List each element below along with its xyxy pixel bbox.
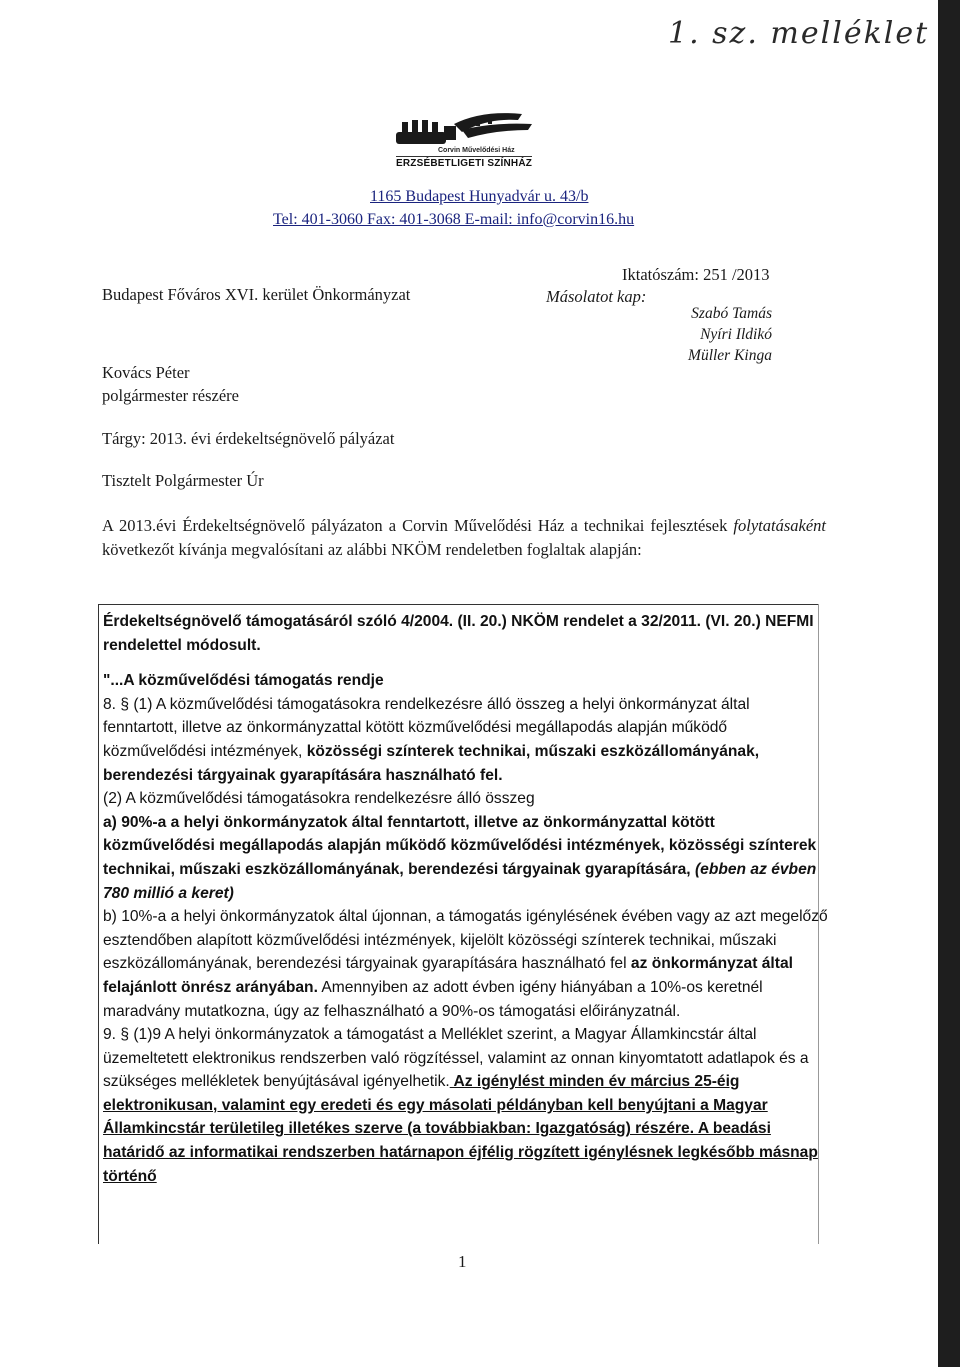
cc-name: Müller Kinga bbox=[688, 347, 772, 364]
recipient-name: Kovács Péter bbox=[102, 363, 190, 382]
handwritten-annotation: 1. sz. melléklet bbox=[668, 16, 930, 51]
paragraph-8-1: 8. § (1) A közművelődési támogatásokra rendelkezésre álló összeg a helyi önkormányzat által fenntartott, illetve az önkormányzattal kötött közművelődési megállapodás alapján működő közművelődési intézmények, közösségi színterek technikai, műszaki eszközállományának, berendezési tárgyainak gyarapítására használható fel. bbox=[103, 695, 760, 784]
paragraph-8-2b: b) 10%-a a helyi önkormányzatok által újonnan, a támogatás igénylésének évében vagy az azt megelőző esztendőben alapított közművelődési intézmények, kijelölt közösségi színterek technikai, műszaki eszközállományának, berendezési tárgyainak gyarapítására használható fel az önkormányzat által felajánlott önrész arányában. Amennyiben az adott évben igény hiányában a 10%-os keretnél maradvány mutatkozna, úgy az felhasználható a 90%-os támogatási előirányzatnál. bbox=[103, 908, 828, 1020]
cc-name: Nyíri Ildikó bbox=[700, 326, 772, 343]
address-line: 1165 Budapest Hunyadvár u. 43/b bbox=[370, 188, 589, 205]
greeting: Tisztelt Polgármester Úr bbox=[102, 471, 264, 490]
subject-line: Tárgy: 2013. évi érdekeltségnövelő pályázat bbox=[102, 429, 395, 448]
logo-line-2: ERZSÉBETLIGETI SZÍNHÁZ bbox=[396, 158, 533, 169]
page-number: 1 bbox=[458, 1252, 467, 1271]
contact-line[interactable]: Tel: 401-3060 Fax: 401-3068 E-mail: info@corvin16.hu bbox=[273, 211, 635, 228]
registration-number: Iktatószám: 251 /2013 bbox=[622, 265, 770, 284]
quote-box-border bbox=[98, 604, 99, 1244]
section-title: "...A közművelődési támogatás rendje bbox=[103, 672, 384, 690]
paragraph-9-1: 9. § (1)9 A helyi önkormányzatok a támogatást a Melléklet szerint, a Magyar Államkincstár által üzemeltetett elektronikus rendszerben való rögzítéssel, valamint az onnan kinyomtatott adatlapok és a szükséges mellékletek benyújtásával igényelhetik. Az igénylést minden év március 25-éig elektronikusan, valamint egy eredeti és egy másolati példányban kell benyújtani a Magyar Államkincstár területileg illetékes szerve (a továbbiakban: Igazgatóság) részére. A beadási határidő az informatikai rendszerben határnapon éjfélig rögzített igénylésnek legkésőbb másnap történő bbox=[103, 1026, 818, 1185]
quote-box-border bbox=[98, 604, 818, 605]
quoted-regulation bbox=[103, 610, 828, 1188]
recipient-org: Budapest Főváros XVI. kerület Önkormányzat bbox=[102, 285, 411, 304]
copy-to-label: Másolatot kap: bbox=[546, 287, 647, 306]
cc-name: Szabó Tamás bbox=[691, 305, 772, 322]
intro-paragraph: A 2013.évi Érdekeltségnövelő pályázaton a Corvin Művelődési Ház a technikai fejlesztések folytatásaként következőt kívánja megvalósítani az alábbi NKÖM rendeletben foglaltak alapján: bbox=[102, 516, 826, 559]
scan-edge-bar bbox=[938, 0, 960, 1367]
recipient-role: polgármester részére bbox=[102, 386, 239, 405]
paragraph-8-2a: a) 90%-a a helyi önkormányzatok által fenntartott, illetve az önkormányzattal kötött közművelődési megállapodás alapján működő közművelődési intézmények, közösségi színterek technikai, műszaki eszközállományának, berendezési tárgyainak gyarapítására, (ebben az évben 780 millió a keret) bbox=[103, 813, 817, 902]
regulation-heading: Érdekeltségnövelő támogatásáról szóló 4/2004. (II. 20.) NKÖM rendelet a 32/2011. (VI. 20.) NEFMI rendelettel módosult. bbox=[103, 613, 814, 654]
logo-line-1: Corvin Művelődési Ház bbox=[438, 147, 515, 154]
paragraph-8-2: (2) A közművelődési támogatásokra rendelkezésre álló összeg bbox=[103, 790, 535, 808]
